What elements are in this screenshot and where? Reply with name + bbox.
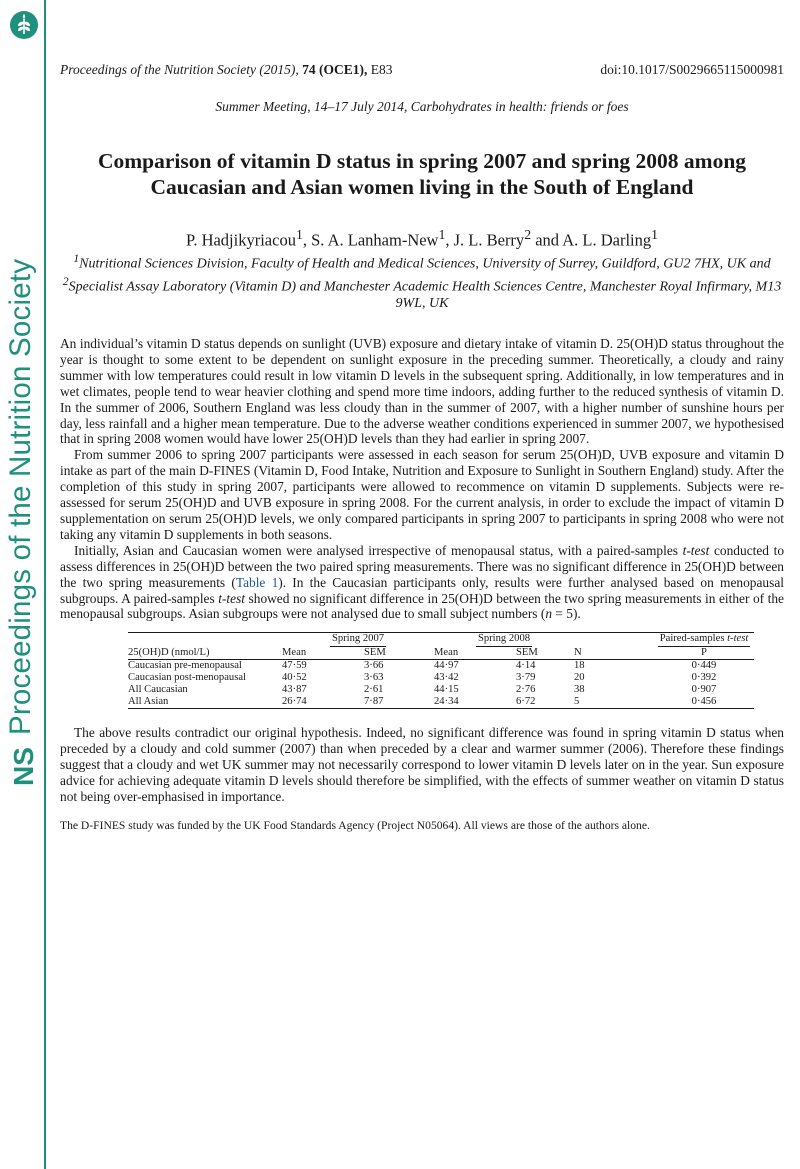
table-corner	[128, 633, 282, 648]
table-cell: 20	[574, 672, 585, 683]
group-header-italic: t-test	[727, 633, 749, 644]
table-cell: 3·79	[516, 672, 536, 683]
table-cell: 24·34	[434, 696, 516, 709]
table-cell: 3·63	[364, 672, 384, 683]
group-header: Spring 2008	[476, 633, 532, 647]
row-label: All Caucasian	[128, 684, 188, 695]
title-line-1: Comparison of vitamin D status in spring 2007 and spring 2008 among	[97, 149, 747, 173]
p3-italic: t-test	[682, 542, 710, 558]
author-list: P. Hadjikyriacou$^1$, S. A. Lanham-New$^1$, J. L. Berry$^2$ and A. L. Darling$^1$	[185, 227, 659, 250]
funding-note: The D-FINES study was funded by the UK Food Standards Agency (Project N05064). All views are those of the authors alone.	[60, 819, 650, 832]
group-header-cell	[434, 633, 574, 648]
group-header-text: Paired-samples	[659, 633, 728, 644]
column-header: P	[654, 647, 754, 660]
group-header: Spring 2007	[330, 633, 386, 647]
group-header-cell	[282, 633, 434, 648]
author-name: P. Hadjikyriacou	[185, 230, 296, 250]
title-line-2: Caucasian and Asian women living in the South of England	[150, 175, 694, 199]
table-row	[128, 684, 754, 696]
journal-volume: 74 (OCE1),	[302, 62, 368, 77]
row-label: Caucasian pre-menopausal	[128, 660, 242, 671]
table-cell: 26·74	[282, 696, 364, 709]
table-cell: 4·14	[516, 660, 536, 671]
table-cell: 0·392	[691, 672, 717, 683]
p3-text: Initially, Asian and Caucasian women were analysed irrespective of menopausal status, with a paired-samples	[74, 542, 683, 558]
table-cell: 2·61	[364, 684, 384, 695]
table-blank	[574, 633, 654, 648]
doi[interactable]: doi:10.1017/S0029665115000981	[600, 62, 784, 77]
p3-italic: t-test	[218, 590, 246, 606]
journal-name: Proceedings of the Nutrition Society	[60, 62, 256, 77]
p3-text: conducted to assess differences in 25(OH)D between the two paired spring measurements. There was no significant difference in 25(OH)D between the two spring measurements (	[60, 542, 785, 590]
table-cell: 6·72	[516, 696, 574, 709]
abstract-body	[60, 336, 784, 622]
affil-sup: 2	[62, 274, 69, 288]
table-cell: 43·42	[434, 672, 459, 683]
table-row	[128, 672, 754, 684]
author-conjunction: and	[535, 230, 560, 250]
sidebar-journal-title: Proceedings of the Nutrition Society	[4, 258, 37, 735]
p3-text: showed no significant difference in 25(OH)D between the two spring measurements in either of the menopausal subgroups. Asian subgroups were not analysed due to small subject numbers (	[60, 590, 784, 622]
table-cell: 18	[574, 660, 585, 671]
journal-sidebar	[0, 0, 46, 1169]
author-name: S. A. Lanham-New	[311, 230, 439, 250]
author-name: A. L. Darling	[562, 230, 652, 250]
author-affil-sup: 1	[295, 227, 303, 242]
row-label: Caucasian post-menopausal	[128, 672, 246, 683]
paragraph-4: The above results contradict our original hypothesis. Indeed, no significant difference was found in spring vitamin D status when preceded by a cloudy and cold summer (2007) than when preceded by a clear and warmer summer (2006). Therefore these findings suggest that a cloudy and wet UK summer may not necessarily correspond to lower vitamin D levels later on in the year. Sun exposure advice for achieving adequate vitamin D levels should therefore be simplified, with the effects of summer weather on vitamin D status not being over-emphasised in importance.	[60, 725, 784, 804]
p3-italic: n	[545, 606, 553, 622]
table-row	[128, 660, 754, 673]
table-row	[128, 696, 754, 709]
table-cell: 0·907	[691, 684, 717, 695]
table-cell: 0·456	[654, 696, 754, 709]
column-header: Mean	[282, 647, 364, 660]
table-cell: 3·66	[364, 660, 384, 671]
discussion-body	[60, 725, 784, 805]
column-header: SEM	[364, 647, 434, 660]
journal-year: (2015),	[259, 62, 299, 77]
column-header: SEM	[516, 647, 574, 660]
table-cell: 44·97	[434, 660, 459, 671]
affil-text-2: Specialist Assay Laboratory (Vitamin D) and Manchester Academic Health Sciences Centre, Manchester Royal Infirmary, M13 9WL, UK	[68, 279, 782, 312]
leaf-logo-icon	[9, 10, 39, 40]
table-cell: 5	[574, 696, 654, 709]
column-header: N	[574, 647, 654, 660]
affil-text-1: Nutritional Sciences Division, Faculty of Health and Medical Sciences, University of Surrey, Guildford, GU2 7HX, UK and	[79, 256, 771, 272]
table-cell: 43·87	[282, 684, 307, 695]
meeting-line: Summer Meeting, 14–17 July 2014, Carbohydrates in health: friends or foes	[215, 99, 629, 114]
group-header-cell	[654, 633, 754, 648]
paragraph-3	[60, 543, 784, 623]
author-name: J. L. Berry	[453, 230, 525, 250]
paper-title	[60, 148, 784, 200]
affil-sup: 1	[73, 252, 80, 265]
p3-text: = 5).	[552, 606, 581, 622]
row-label: All Asian	[128, 696, 282, 709]
table-1-link[interactable]: Table 1	[235, 574, 279, 590]
column-header: Mean	[434, 647, 516, 660]
paragraph-1: An individual’s vitamin D status depends on sunlight (UVB) exposure and dietary intake of vitamin D. 25(OH)D status throughout the year is thought to some extent to be dependent on sunlight exposure in the preceding summer. Theoretically, a cloudy and rainy summer with low temperatures could result in low vitamin D levels in the subsequent spring. Additionally, in low temperatures and in wet climates, people tend to wear heavier clothing and spend more time indoors, adding further to the reduced synthesis of vitamin D. In the summer of 2006, Southern England was less cloudy than in the summer of 2007, with a higher number of sunshine hours per day, less rainfall and a higher mean temperature. Due to the adverse weather conditions experienced in summer 2007, we hypothesised that in spring 2008 women would have lower 25(OH)D levels than they had earlier in spring 2007.	[60, 336, 784, 447]
citation	[60, 62, 392, 78]
table-cell: 2·76	[516, 684, 536, 695]
affiliations	[60, 250, 784, 312]
paragraph-2: From summer 2006 to spring 2007 participants were assessed in each season for serum 25(OH)D, UVB exposure and vitamin D intake as part of the main D-FINES (Vitamin D, Food Intake, Nutrition and Exposure to Sunlight in Southern England) study. After the completion of this study in spring 2007, participants were allowed to recommence on vitamin D supplements. Subjects were re-assessed for serum 25(OH)D and UVB exposure in spring 2008. For the current analysis, in order to exclude the impact of vitamin D supplementation on serum 25(OH)D levels, we only compared participants in spring 2007 to participants in spring 2008 who were not taking any vitamin D supplements in both seasons.	[60, 447, 784, 542]
table-cell: 40·52	[282, 672, 307, 683]
ns-monogram-icon	[8, 742, 42, 790]
table-cell: 7·87	[364, 696, 434, 709]
journal-page: E83	[370, 62, 393, 77]
table-cell: 44·15	[434, 684, 459, 695]
svg-text:NS: NS	[8, 747, 39, 786]
column-header: 25(OH)D (nmol/L)	[128, 647, 282, 660]
group-header	[658, 633, 751, 647]
table-cell: 47·59	[282, 660, 307, 671]
table-cell: 38	[574, 684, 585, 695]
results-table	[128, 632, 754, 709]
author-affil-sup: 1	[438, 227, 446, 242]
author-affil-sup: 2	[524, 227, 532, 242]
sidebar-rule	[44, 0, 46, 1169]
p3-text: ). In the Caucasian participants only, results were further analysed based on menopausal subgroups. A paired-samples	[60, 574, 784, 606]
author-affil-sup: 1	[651, 227, 659, 242]
table-cell: 0·449	[691, 660, 717, 671]
